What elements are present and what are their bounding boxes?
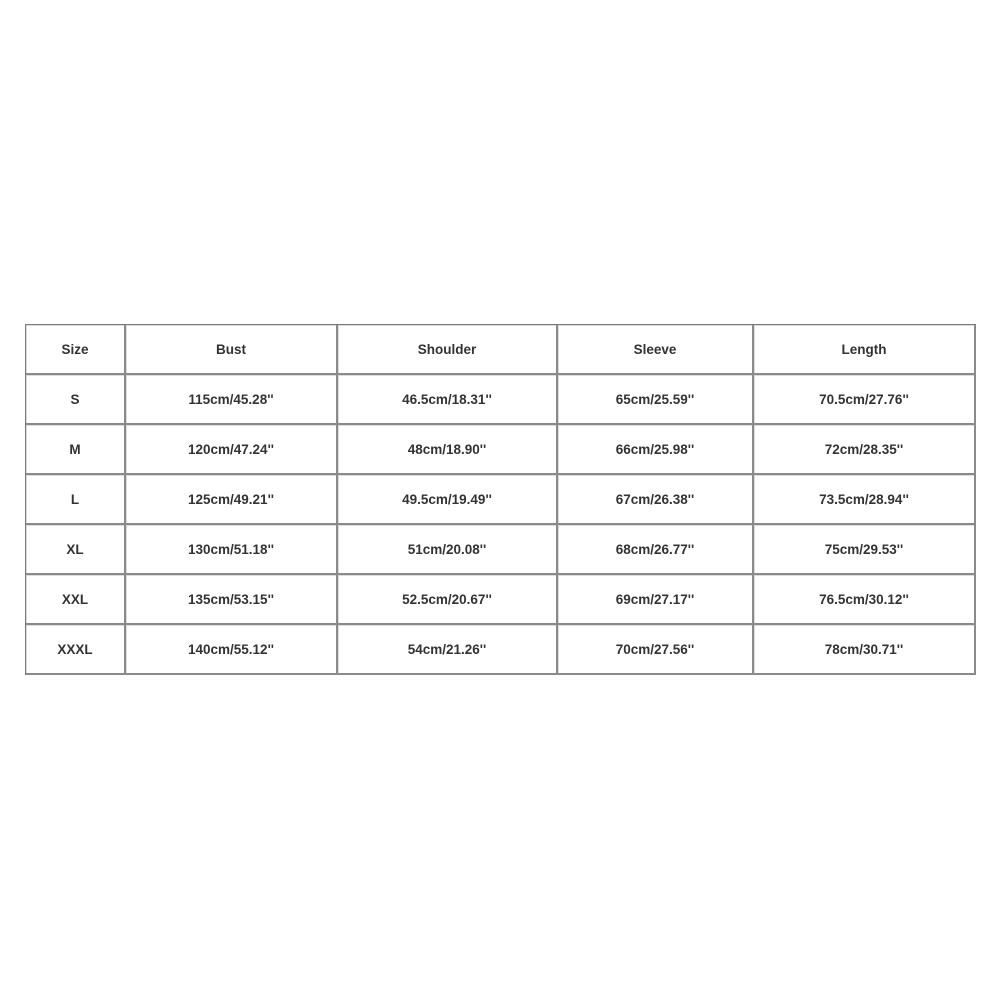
cell-sleeve: 68cm/26.77''	[558, 525, 754, 575]
table-row	[26, 475, 976, 525]
cell-length: 72cm/28.35''	[754, 425, 976, 475]
table-row	[26, 575, 976, 625]
cell-length: 70.5cm/27.76''	[754, 375, 976, 425]
cell-length: 78cm/30.71''	[754, 625, 976, 675]
table-row	[26, 425, 976, 475]
cell-shoulder: 54cm/21.26''	[338, 625, 558, 675]
header-shoulder: Shoulder	[338, 325, 558, 375]
cell-size: M	[26, 425, 126, 475]
cell-size: L	[26, 475, 126, 525]
cell-length: 73.5cm/28.94''	[754, 475, 976, 525]
cell-sleeve: 69cm/27.17''	[558, 575, 754, 625]
table-header-row	[26, 325, 976, 375]
cell-shoulder: 52.5cm/20.67''	[338, 575, 558, 625]
cell-bust: 120cm/47.24''	[126, 425, 338, 475]
cell-length: 76.5cm/30.12''	[754, 575, 976, 625]
table-row	[26, 375, 976, 425]
cell-size: XXL	[26, 575, 126, 625]
cell-bust: 140cm/55.12''	[126, 625, 338, 675]
size-chart-table	[25, 324, 976, 675]
cell-shoulder: 51cm/20.08''	[338, 525, 558, 575]
cell-shoulder: 46.5cm/18.31''	[338, 375, 558, 425]
table-row	[26, 625, 976, 675]
cell-size: XXXL	[26, 625, 126, 675]
header-bust: Bust	[126, 325, 338, 375]
cell-shoulder: 48cm/18.90''	[338, 425, 558, 475]
cell-size: S	[26, 375, 126, 425]
cell-sleeve: 66cm/25.98''	[558, 425, 754, 475]
cell-sleeve: 65cm/25.59''	[558, 375, 754, 425]
cell-bust: 115cm/45.28''	[126, 375, 338, 425]
cell-bust: 135cm/53.15''	[126, 575, 338, 625]
cell-sleeve: 70cm/27.56''	[558, 625, 754, 675]
header-size: Size	[26, 325, 126, 375]
header-length: Length	[754, 325, 976, 375]
cell-length: 75cm/29.53''	[754, 525, 976, 575]
cell-bust: 125cm/49.21''	[126, 475, 338, 525]
cell-bust: 130cm/51.18''	[126, 525, 338, 575]
header-sleeve: Sleeve	[558, 325, 754, 375]
cell-size: XL	[26, 525, 126, 575]
table-row	[26, 525, 976, 575]
cell-sleeve: 67cm/26.38''	[558, 475, 754, 525]
cell-shoulder: 49.5cm/19.49''	[338, 475, 558, 525]
